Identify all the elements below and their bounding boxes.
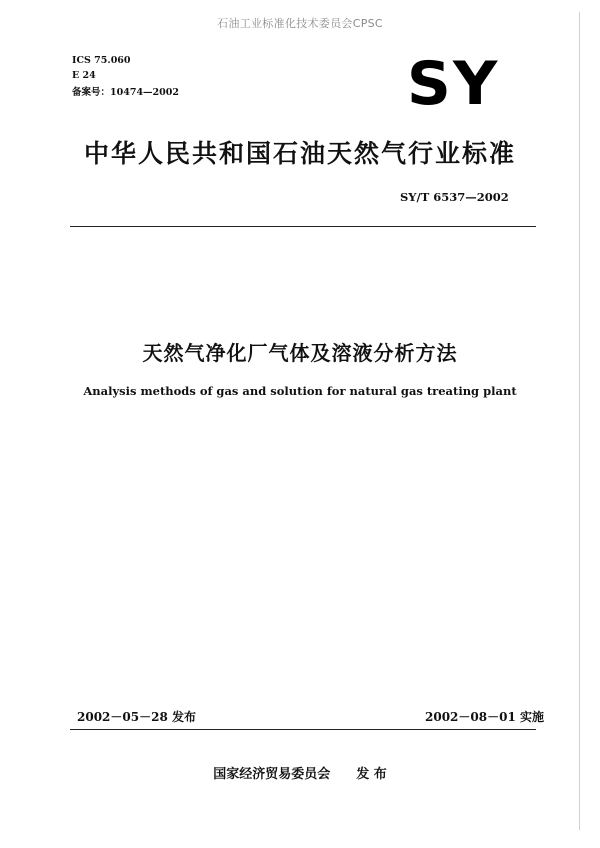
standard-category-title: 中华人民共和国石油天然气行业标准 xyxy=(83,139,516,168)
issuer-name: 国家经济贸易委员会 xyxy=(213,767,331,782)
implementation-date: 2002－08－01 实施 xyxy=(425,710,544,724)
issuer-line xyxy=(0,763,600,782)
record-number: 备案号：10474—2002 xyxy=(72,87,179,98)
top-divider xyxy=(70,226,536,227)
document-title-en: Analysis methods of gas and solution for natural gas treating plant xyxy=(83,384,517,398)
issuer-action: 发 布 xyxy=(356,767,387,782)
standard-number: SY/T 6537—2002 xyxy=(400,190,509,204)
issue-date: 2002－05－28 发布 xyxy=(77,710,196,724)
watermark: 石油工业标准化技术委员会CPSC xyxy=(217,17,383,30)
classification-code: E 24 xyxy=(72,70,96,81)
sy-logo: SY xyxy=(406,49,500,119)
bottom-divider xyxy=(70,729,536,730)
document-title-cn: 天然气净化厂气体及溶液分析方法 xyxy=(142,341,458,365)
ics-code: ICS 75.060 xyxy=(72,55,131,66)
